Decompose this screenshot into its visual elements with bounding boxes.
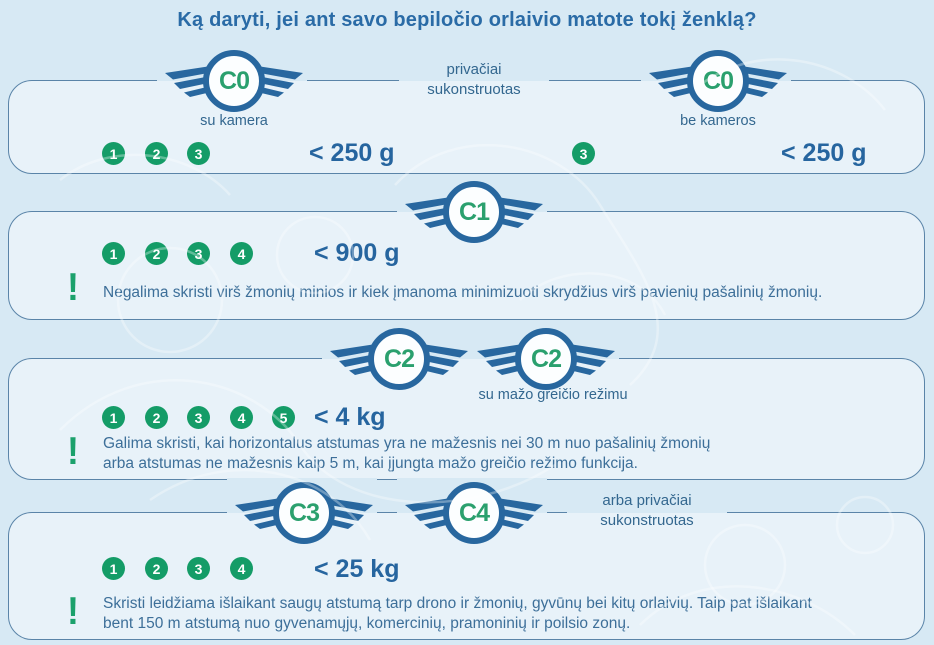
weight-limit: < 250 g — [309, 139, 395, 167]
step-circle-1: 1 — [102, 142, 125, 165]
weight-limit: < 4 kg — [314, 403, 386, 431]
step-circle-1: 1 — [102, 406, 125, 429]
badge-caption-without-camera: be kameros — [680, 113, 756, 129]
rule-note: Galima skristi, kai horizontalus atstumas yra ne mažesnis nei 30 m nuo pašalinių žmonių arba atstumas ne mažesnis kaip 5 m, kai įjungta mažo greičio režimo funkcija. — [103, 435, 711, 472]
weight-limit: < 25 kg — [314, 555, 400, 583]
class-code-c0: C0 — [687, 50, 749, 112]
class-code-c2: C2 — [515, 328, 577, 390]
rule-note: Negalima skristi virš žmonių minios ir kiek įmanoma minimizuoti skrydžius virš pavienių pašalinių žmonių. — [103, 284, 823, 301]
weight-limit: < 250 g — [781, 139, 867, 167]
step-circle-5: 5 — [272, 406, 295, 429]
warning-exclamation-icon: ! — [67, 264, 79, 309]
step-circle-1: 1 — [102, 242, 125, 265]
class-badge-c1 — [405, 181, 543, 243]
step-circle-2: 2 — [145, 242, 168, 265]
class-badge-c0-camera — [165, 50, 303, 112]
divider-label-or-private-build: arba privačiai sukonstruotas — [600, 492, 694, 529]
step-circle-2: 2 — [145, 142, 168, 165]
badge-caption-with-camera: su kamera — [200, 113, 268, 129]
divider-label-private-build: privačiai sukonstruotas — [427, 61, 521, 98]
class-badge-c2 — [330, 328, 468, 390]
page-title: Ką daryti, jei ant savo bepiločio orlaivio matote tokį ženklą? — [177, 9, 757, 31]
panel-c0 — [8, 61, 925, 174]
class-badge-c3 — [235, 482, 373, 544]
weight-limit: < 900 g — [314, 239, 400, 267]
warning-exclamation-icon: ! — [67, 428, 79, 473]
step-circle-3: 3 — [187, 142, 210, 165]
class-badge-c4 — [405, 482, 543, 544]
step-circle-3: 3 — [187, 406, 210, 429]
class-code-c3: C3 — [273, 482, 335, 544]
class-badge-c2-slow-mode — [477, 328, 615, 390]
step-circle-3: 3 — [572, 142, 595, 165]
panel-c2 — [8, 344, 925, 480]
panel-c1 — [8, 197, 925, 320]
class-code-c4: C4 — [443, 482, 505, 544]
step-circle-2: 2 — [145, 406, 168, 429]
panel-c3-c4 — [8, 492, 925, 640]
class-code-c1: C1 — [443, 181, 505, 243]
step-circle-3: 3 — [187, 242, 210, 265]
badge-caption-slow-speed-mode: su mažo greičio režimu — [478, 387, 628, 403]
warning-exclamation-icon: ! — [67, 588, 79, 633]
class-badge-c0-nocamera — [649, 50, 787, 112]
step-circle-2: 2 — [145, 557, 168, 580]
step-circle-1: 1 — [102, 557, 125, 580]
step-circle-3: 3 — [187, 557, 210, 580]
step-circle-4: 4 — [230, 557, 253, 580]
step-circle-4: 4 — [230, 242, 253, 265]
class-code-c0: C0 — [203, 50, 265, 112]
rule-note: Skristi leidžiama išlaikant saugų atstumą tarp drono ir žmonių, gyvūnų bei kitų orlaivių. Taip pat išlaikant bent 150 m atstumą nuo gyvenamųjų, komercinių, pramoninių ir poilsio zonų. — [103, 595, 812, 632]
class-code-c2: C2 — [368, 328, 430, 390]
step-circle-4: 4 — [230, 406, 253, 429]
